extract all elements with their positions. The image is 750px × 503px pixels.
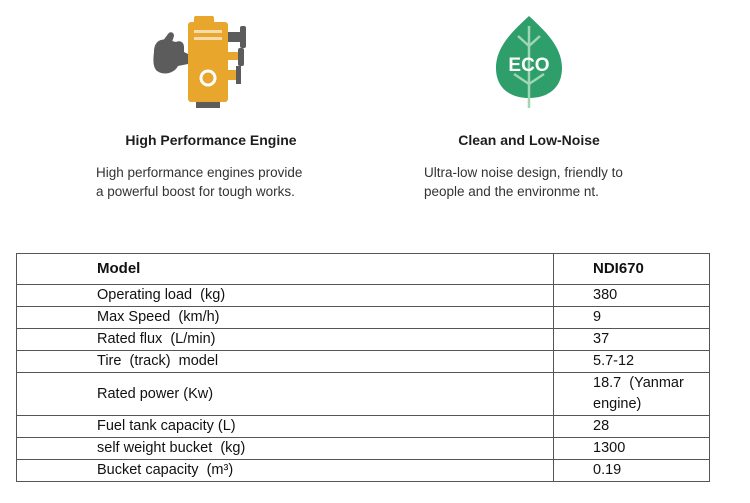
spec-value: 5.7-12 [554, 351, 710, 373]
spec-value: 28 [554, 416, 710, 438]
table-row [17, 307, 710, 329]
feature-description: High performance engines provide a powerful boost for tough works. [96, 165, 303, 199]
spec-label: Operating load (kg) [17, 285, 554, 307]
table-row [17, 438, 710, 460]
spec-value: 0.19 [554, 460, 710, 482]
spec-label: Bucket capacity (m³) [17, 460, 554, 482]
spec-label: self weight bucket (kg) [17, 438, 554, 460]
table-row [17, 285, 710, 307]
header-model-value: NDI670 [554, 254, 710, 285]
spec-label: Rated power (Kw) [17, 373, 554, 416]
table-header-row [17, 254, 710, 285]
spec-label: Tire (track) model [17, 351, 554, 373]
eco-leaf-icon [494, 14, 564, 108]
engine-strength-icon [148, 12, 254, 112]
feature-title: High Performance Engine [125, 132, 297, 148]
table-row [17, 351, 710, 373]
spec-value: 1300 [554, 438, 710, 460]
feature-title: Clean and Low-Noise [458, 132, 600, 148]
table-row [17, 329, 710, 351]
spec-value: 37 [554, 329, 710, 351]
feature-description: Ultra-low noise design, friendly to people and the environme nt. [424, 165, 623, 199]
table-row [17, 416, 710, 438]
spec-label: Max Speed (km/h) [17, 307, 554, 329]
table-row [17, 460, 710, 482]
spec-label: Rated flux (L/min) [17, 329, 554, 351]
spec-value: 380 [554, 285, 710, 307]
header-model: Model [17, 254, 554, 285]
spec-value: 18.7 (Yanmar engine) [554, 373, 710, 416]
table-row [17, 373, 710, 416]
spec-value: 9 [554, 307, 710, 329]
spec-table [16, 253, 710, 482]
eco-label: ECO [508, 55, 550, 76]
spec-label: Fuel tank capacity (L) [17, 416, 554, 438]
